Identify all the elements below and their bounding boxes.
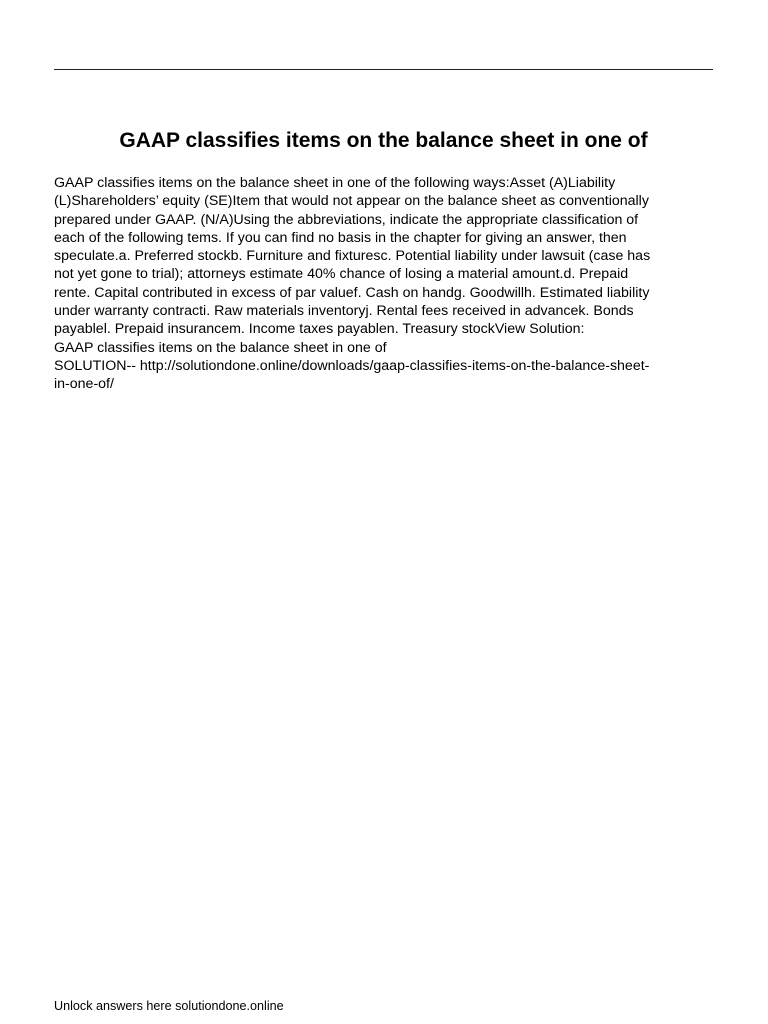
- body-line: GAAP classifies items on the balance sheet in one of: [54, 339, 387, 356]
- body-text: [54, 174, 716, 394]
- body-line: not yet gone to trial); attorneys estimate 40% chance of losing a material amount.d. Prepaid: [54, 266, 629, 283]
- body-line: rente. Capital contributed in excess of par valuef. Cash on handg. Goodwillh. Estimated liability: [54, 284, 650, 301]
- body-line: (L)Shareholders’ equity (SE)Item that would not appear on the balance sheet as conventionally: [54, 193, 649, 210]
- solution-link-line: in-one-of/: [54, 376, 114, 393]
- body-line: payablel. Prepaid insurancem. Income taxes payablen. Treasury stockView Solution:: [54, 321, 585, 338]
- footer-text: Unlock answers here solutiondone.online: [54, 999, 284, 1013]
- page-title: GAAP classifies items on the balance sheet in one of: [119, 129, 648, 152]
- body-line: under warranty contracti. Raw materials inventoryj. Rental fees received in advancek. Bonds: [54, 303, 634, 320]
- body-line: each of the following tems. If you can find no basis in the chapter for giving an answer, then: [54, 229, 627, 246]
- body-line: speculate.a. Preferred stockb. Furniture and fixturesc. Potential liability under lawsuit (case has: [54, 248, 651, 265]
- top-divider: [54, 69, 713, 70]
- body-line: prepared under GAAP. (N/A)Using the abbreviations, indicate the appropriate classification of: [54, 211, 639, 228]
- solution-link-line: SOLUTION-- http://solutiondone.online/downloads/gaap-classifies-items-on-the-balance-sheet-: [54, 357, 650, 374]
- body-line: GAAP classifies items on the balance sheet in one of the following ways:Asset (A)Liability: [54, 175, 616, 191]
